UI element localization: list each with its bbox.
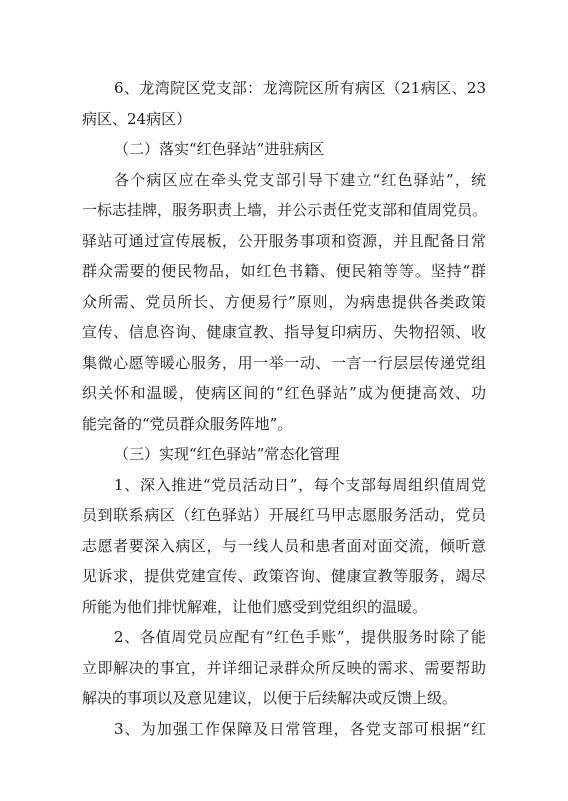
text-line: 6、龙湾院区党支部：龙湾院区所有病区（21病区、23 <box>114 79 486 97</box>
text-line: 立即解决的事宜，并详细记录群众所反映的需求、需要帮助 <box>82 659 486 677</box>
text-line: 各个病区应在牵头党支部引导下建立“红色驿站”，统 <box>114 171 486 189</box>
text-line: 所能为他们排忧解难，让他们感受到党组织的温暖。 <box>82 598 428 616</box>
text-line: 病区、24病区） <box>82 110 192 128</box>
text-line: 一标志挂牌，服务职责上墙，并公示责任党支部和值周党员。 <box>82 201 488 219</box>
text-line: 3、为加强工作保障及日常管理，各党支部可根据“红 <box>114 720 486 738</box>
text-line: 宣传、信息咨询、健康宣教、指导复印病历、失物招领、收 <box>82 323 486 341</box>
text-line: 志愿者要深入病区，与一线人员和患者面对面交流，倾听意 <box>82 537 486 555</box>
text-line: 众所需、党员所长、方便易行”原则，为病患提供各类政策 <box>82 293 486 311</box>
section-heading: （二）落实“红色驿站”进驻病区 <box>114 140 325 158</box>
text-line: 解决的事项以及意见建议，以便于后续解决或反馈上级。 <box>82 689 458 707</box>
text-line: 2、各值周党员应配有“红色手账”，提供服务时除了能 <box>114 628 486 646</box>
text-line: 群众需要的便民物品，如红色书籍、便民箱等等。坚持“群 <box>82 262 486 280</box>
text-line: 驿站可通过宣传展板，公开服务事项和资源，并且配备日常 <box>82 232 486 250</box>
text-line: 见诉求，提供党建宣传、政策咨询、健康宣教等服务，竭尽 <box>82 567 486 585</box>
text-line: 1、深入推进“党员活动日”，每个支部每周组织值周党 <box>114 476 486 494</box>
text-line: 集微心愿等暖心服务，用一举一动、一言一行层层传递党组 <box>82 354 486 372</box>
text-line: 员到联系病区（红色驿站）开展红马甲志愿服务活动，党员 <box>82 506 486 524</box>
text-line: 能完备的“党员群众服务阵地”。 <box>82 415 293 433</box>
section-heading: （三）实现“红色驿站”常态化管理 <box>114 445 340 463</box>
text-line: 织关怀和温暖，使病区间的“红色驿站”成为便捷高效、功 <box>82 384 486 402</box>
